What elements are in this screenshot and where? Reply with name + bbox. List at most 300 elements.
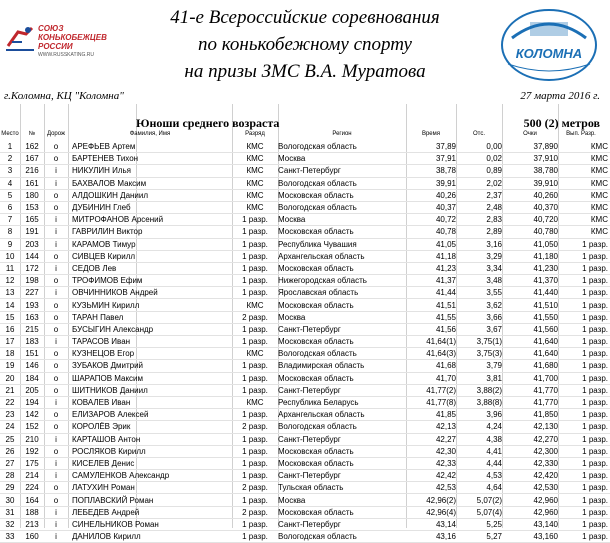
cell-time: 42,30 (406, 445, 456, 457)
cell-region: Московская область (278, 262, 406, 274)
cell-lane: i (44, 165, 68, 177)
cell-rank: 1 разр. (232, 287, 278, 299)
cell-bib-number: 180 (20, 189, 44, 201)
table-row (0, 506, 610, 518)
cell-rank-achieved: КМС (558, 177, 610, 189)
cell-region: Москва (278, 311, 406, 323)
cell-lane: о (44, 141, 68, 153)
column-header: Дорож (46, 131, 66, 137)
cell-athlete-name: ДУБИНИН Глеб (68, 201, 232, 213)
cell-time: 43,16 (406, 531, 456, 543)
table-row (0, 470, 610, 482)
cell-place: 32 (0, 518, 20, 530)
cell-lane: i (44, 214, 68, 226)
results-table (0, 141, 610, 543)
title-line-2: по конькобежному спорту (198, 34, 412, 55)
cell-rank-achieved: 1 разр. (558, 323, 610, 335)
cell-time: 41,51 (406, 299, 456, 311)
cell-lane: i (44, 470, 68, 482)
group-row (0, 116, 604, 130)
cell-gap: 0,02 (456, 153, 502, 165)
table-row (0, 165, 610, 177)
cell-bib-number: 193 (20, 299, 44, 311)
cell-rank: 1 разр. (232, 457, 278, 469)
cell-rank-achieved: КМС (558, 214, 610, 226)
cell-place: 16 (0, 323, 20, 335)
cell-bib-number: 227 (20, 287, 44, 299)
cell-time: 37,89 (406, 141, 456, 153)
table-row (0, 311, 610, 323)
cell-gap: 0,00 (456, 141, 502, 153)
cell-rank-achieved: КМС (558, 153, 610, 165)
cell-athlete-name: КАРАМОВ Тимур (68, 238, 232, 250)
cell-rank: 2 разр. (232, 311, 278, 323)
table-row (0, 396, 610, 408)
cell-lane: о (44, 384, 68, 396)
cell-region: Московская область (278, 189, 406, 201)
cell-bib-number: 163 (20, 311, 44, 323)
cell-points: 42,960 (502, 506, 558, 518)
cell-place: 13 (0, 287, 20, 299)
cell-rank-achieved: 1 разр. (558, 482, 610, 494)
cell-athlete-name: ГАВРИЛИН Виктор (68, 226, 232, 238)
cell-bib-number: 175 (20, 457, 44, 469)
cell-bib-number: 192 (20, 445, 44, 457)
cell-athlete-name: БАХВАЛОВ Максим (68, 177, 232, 189)
cell-rank: 1 разр. (232, 226, 278, 238)
cell-rank-achieved: КМС (558, 165, 610, 177)
cell-athlete-name: ЕЛИЗАРОВ Алексей (68, 409, 232, 421)
cell-place: 31 (0, 506, 20, 518)
cell-place: 6 (0, 201, 20, 213)
cell-rank-achieved: 1 разр. (558, 250, 610, 262)
cell-rank-achieved: 1 разр. (558, 518, 610, 530)
cell-athlete-name: СИВЦЕВ Кирилл (68, 250, 232, 262)
cell-points: 41,440 (502, 287, 558, 299)
cell-region: Московская область (278, 457, 406, 469)
cell-lane: о (44, 494, 68, 506)
kolomna-logo-text: КОЛОМНА (515, 46, 583, 61)
cell-region: Московская область (278, 445, 406, 457)
cell-gap: 3,75(3) (456, 348, 502, 360)
cell-place: 2 (0, 153, 20, 165)
cell-athlete-name: ТРОФИМОВ Ефим (68, 275, 232, 287)
cell-time: 42,96(4) (406, 506, 456, 518)
cell-points: 37,910 (502, 153, 558, 165)
cell-gap: 3,67 (456, 323, 502, 335)
cell-region: Санкт-Петербург (278, 165, 406, 177)
cell-lane: i (44, 518, 68, 530)
cell-lane: i (44, 226, 68, 238)
cell-lane: о (44, 323, 68, 335)
cell-region: Вологодская область (278, 348, 406, 360)
cell-bib-number: 144 (20, 250, 44, 262)
cell-place: 15 (0, 311, 20, 323)
cell-gap: 4,64 (456, 482, 502, 494)
table-row (0, 494, 610, 506)
column-header: Регион (332, 131, 352, 137)
cell-rank-achieved: 1 разр. (558, 238, 610, 250)
cell-bib-number: 188 (20, 506, 44, 518)
cell-lane: о (44, 153, 68, 165)
cell-time: 41,55 (406, 311, 456, 323)
cell-place: 28 (0, 470, 20, 482)
cell-gap: 2,48 (456, 201, 502, 213)
cell-rank-achieved: 1 разр. (558, 470, 610, 482)
cell-region: Нижегородская область (278, 275, 406, 287)
cell-place: 3 (0, 165, 20, 177)
cell-points: 42,330 (502, 457, 558, 469)
cell-rank-achieved: 1 разр. (558, 421, 610, 433)
cell-bib-number: 224 (20, 482, 44, 494)
cell-time: 41,77(2) (406, 384, 456, 396)
cell-rank: 1 разр. (232, 214, 278, 226)
table-row (0, 153, 610, 165)
cell-region: Москва (278, 494, 406, 506)
table-row (0, 323, 610, 335)
cell-points: 42,270 (502, 433, 558, 445)
cell-time: 38,78 (406, 165, 456, 177)
cell-time: 41,05 (406, 238, 456, 250)
table-row (0, 275, 610, 287)
cell-athlete-name: БАРТЕНЕВ Тихон (68, 153, 232, 165)
cell-rank-achieved: 1 разр. (558, 506, 610, 518)
table-row (0, 457, 610, 469)
cell-lane: о (44, 299, 68, 311)
competition-title (120, 4, 490, 85)
cell-rank: КМС (232, 189, 278, 201)
cell-rank: КМС (232, 141, 278, 153)
cell-lane: i (44, 177, 68, 189)
table-row (0, 421, 610, 433)
cell-athlete-name: СИНЕЛЬНИКОВ Роман (68, 518, 232, 530)
cell-place: 5 (0, 189, 20, 201)
cell-gap: 5,07(4) (456, 506, 502, 518)
cell-rank: 2 разр. (232, 506, 278, 518)
table-row (0, 141, 610, 153)
distance: 500 (2) метров (523, 116, 600, 130)
cell-rank-achieved: 1 разр. (558, 445, 610, 457)
table-row (0, 287, 610, 299)
column-header: Время (421, 131, 441, 137)
cell-bib-number: 214 (20, 470, 44, 482)
column-header: Место (1, 131, 19, 137)
cell-lane: о (44, 201, 68, 213)
cell-time: 41,18 (406, 250, 456, 262)
column-header: Отс. (472, 131, 485, 137)
table-row (0, 445, 610, 457)
cell-rank-achieved: 1 разр. (558, 409, 610, 421)
cell-athlete-name: АРЕФЬЕВ Артем (68, 141, 232, 153)
table-row (0, 262, 610, 274)
cell-rank-achieved: 1 разр. (558, 372, 610, 384)
cell-points: 40,370 (502, 201, 558, 213)
cell-rank: 2 разр. (232, 421, 278, 433)
cell-bib-number: 210 (20, 433, 44, 445)
cell-athlete-name: СЕДОВ Лев (68, 262, 232, 274)
cell-rank: 2 разр. (232, 482, 278, 494)
cell-athlete-name: КУЗЬМИН Кирилл (68, 299, 232, 311)
cell-bib-number: 153 (20, 201, 44, 213)
cell-time: 42,27 (406, 433, 456, 445)
cell-rank: 1 разр. (232, 518, 278, 530)
cell-bib-number: 184 (20, 372, 44, 384)
table-row (0, 360, 610, 372)
cell-points: 41,770 (502, 384, 558, 396)
cell-rank: 1 разр. (232, 372, 278, 384)
cell-points: 42,130 (502, 421, 558, 433)
cell-bib-number: 161 (20, 177, 44, 189)
cell-rank-achieved: КМС (558, 189, 610, 201)
cell-athlete-name: ЗУБАКОВ Дмитрий (68, 360, 232, 372)
cell-region: Московская область (278, 336, 406, 348)
cell-place: 21 (0, 384, 20, 396)
venue: г.Коломна, КЦ "Коломна" (4, 90, 124, 102)
cell-region: Вологодская область (278, 421, 406, 433)
cell-place: 8 (0, 226, 20, 238)
cell-bib-number: 183 (20, 336, 44, 348)
cell-place: 12 (0, 275, 20, 287)
cell-athlete-name: КОРОЛЁВ Эрик (68, 421, 232, 433)
cell-rank: 1 разр. (232, 360, 278, 372)
cell-gap: 0,89 (456, 165, 502, 177)
cell-gap: 3,55 (456, 287, 502, 299)
table-row (0, 409, 610, 421)
cell-time: 40,72 (406, 214, 456, 226)
table-row (0, 336, 610, 348)
cell-region: Санкт-Петербург (278, 323, 406, 335)
cell-rank-achieved: КМС (558, 141, 610, 153)
cell-time: 42,96(2) (406, 494, 456, 506)
cell-bib-number: 160 (20, 531, 44, 543)
cell-rank: КМС (232, 201, 278, 213)
column-header: Очки (523, 131, 537, 137)
cell-gap: 4,24 (456, 421, 502, 433)
cell-rank-achieved: 1 разр. (558, 311, 610, 323)
cell-points: 37,890 (502, 141, 558, 153)
cell-rank: 1 разр. (232, 384, 278, 396)
cell-bib-number: 205 (20, 384, 44, 396)
cell-lane: о (44, 348, 68, 360)
cell-bib-number: 167 (20, 153, 44, 165)
cell-rank-achieved: 1 разр. (558, 531, 610, 543)
cell-points: 39,910 (502, 177, 558, 189)
column-headers (0, 130, 604, 140)
cell-rank: КМС (232, 153, 278, 165)
cell-points: 40,260 (502, 189, 558, 201)
table-row (0, 518, 610, 530)
cell-athlete-name: ЛАТУХИН Роман (68, 482, 232, 494)
cell-time: 43,14 (406, 518, 456, 530)
cell-rank: 1 разр. (232, 275, 278, 287)
cell-lane: i (44, 336, 68, 348)
cell-points: 41,770 (502, 396, 558, 408)
cell-gap: 4,53 (456, 470, 502, 482)
cell-athlete-name: КАРТАШОВ Антон (68, 433, 232, 445)
cell-bib-number: 191 (20, 226, 44, 238)
cell-place: 7 (0, 214, 20, 226)
cell-place: 4 (0, 177, 20, 189)
cell-bib-number: 172 (20, 262, 44, 274)
cell-athlete-name: КОВАЛЕВ Иван (68, 396, 232, 408)
cell-region: Архангельская область (278, 409, 406, 421)
cell-place: 1 (0, 141, 20, 153)
cell-place: 25 (0, 433, 20, 445)
cell-rank-achieved: 1 разр. (558, 287, 610, 299)
cell-gap: 3,96 (456, 409, 502, 421)
cell-rank: 1 разр. (232, 250, 278, 262)
cell-region: Владимирская область (278, 360, 406, 372)
cell-gap: 3,79 (456, 360, 502, 372)
cell-gap: 4,38 (456, 433, 502, 445)
union-logo-url: WWW.RUSSKATING.RU (38, 52, 95, 58)
cell-lane: о (44, 360, 68, 372)
cell-athlete-name: БУСЫГИН Александр (68, 323, 232, 335)
cell-points: 41,640 (502, 348, 558, 360)
cell-time: 41,64(1) (406, 336, 456, 348)
cell-rank: 1 разр. (232, 470, 278, 482)
cell-rank: 1 разр. (232, 262, 278, 274)
cell-rank: 1 разр. (232, 531, 278, 543)
title-line-3: на призы ЗМС В.А. Муратова (184, 61, 426, 82)
cell-bib-number: 162 (20, 141, 44, 153)
table-row (0, 226, 610, 238)
cell-gap: 3,62 (456, 299, 502, 311)
cell-time: 37,91 (406, 153, 456, 165)
cell-bib-number: 215 (20, 323, 44, 335)
results-body (0, 141, 610, 543)
cell-bib-number: 198 (20, 275, 44, 287)
cell-points: 41,850 (502, 409, 558, 421)
venue-date-line (0, 90, 604, 104)
cell-region: Ярославская область (278, 287, 406, 299)
cell-lane: i (44, 506, 68, 518)
column-header: Разряд (245, 131, 265, 137)
cell-lane: о (44, 421, 68, 433)
cell-points: 41,050 (502, 238, 558, 250)
cell-rank-achieved: 1 разр. (558, 299, 610, 311)
cell-rank: 1 разр. (232, 409, 278, 421)
cell-place: 9 (0, 238, 20, 250)
cell-points: 41,700 (502, 372, 558, 384)
cell-athlete-name: САМУЛЕНКОВ Александр (68, 470, 232, 482)
cell-gap: 5,07(2) (456, 494, 502, 506)
cell-rank-achieved: 1 разр. (558, 457, 610, 469)
column-header: № (28, 131, 36, 137)
cell-place: 29 (0, 482, 20, 494)
cell-bib-number: 216 (20, 165, 44, 177)
cell-place: 27 (0, 457, 20, 469)
table-row (0, 384, 610, 396)
title-line-1: 41-е Всероссийские соревнования (170, 7, 440, 28)
cell-rank: 1 разр. (232, 433, 278, 445)
cell-athlete-name: ДАНИЛОВ Кирилл (68, 531, 232, 543)
cell-place: 23 (0, 409, 20, 421)
cell-time: 40,37 (406, 201, 456, 213)
cell-bib-number: 194 (20, 396, 44, 408)
cell-region: Московская область (278, 299, 406, 311)
cell-time: 41,37 (406, 275, 456, 287)
cell-bib-number: 151 (20, 348, 44, 360)
cell-athlete-name: АЛДОШКИН Даниил (68, 189, 232, 201)
cell-region: Московская область (278, 226, 406, 238)
cell-rank-achieved: 1 разр. (558, 336, 610, 348)
cell-region: Тульская область (278, 482, 406, 494)
cell-region: Вологодская область (278, 201, 406, 213)
table-row (0, 433, 610, 445)
cell-place: 30 (0, 494, 20, 506)
cell-time: 40,26 (406, 189, 456, 201)
cell-rank: 1 разр. (232, 323, 278, 335)
cell-place: 22 (0, 396, 20, 408)
cell-points: 40,720 (502, 214, 558, 226)
cell-points: 41,370 (502, 275, 558, 287)
cell-lane: i (44, 262, 68, 274)
cell-points: 41,180 (502, 250, 558, 262)
cell-time: 42,13 (406, 421, 456, 433)
cell-lane: i (44, 433, 68, 445)
cell-gap: 3,16 (456, 238, 502, 250)
cell-gap: 3,81 (456, 372, 502, 384)
cell-gap: 2,83 (456, 214, 502, 226)
cell-athlete-name: МИТРОФАНОВ Арсений (68, 214, 232, 226)
cell-gap: 5,25 (456, 518, 502, 530)
union-logo (4, 22, 109, 64)
table-row (0, 177, 610, 189)
cell-lane: о (44, 445, 68, 457)
cell-points: 38,780 (502, 165, 558, 177)
cell-athlete-name: ШАРАПОВ Максим (68, 372, 232, 384)
cell-time: 41,85 (406, 409, 456, 421)
table-row (0, 531, 610, 543)
cell-time: 42,53 (406, 482, 456, 494)
cell-athlete-name: ШИТНИКОВ Даниил (68, 384, 232, 396)
cell-place: 18 (0, 348, 20, 360)
cell-time: 42,33 (406, 457, 456, 469)
cell-place: 24 (0, 421, 20, 433)
cell-time: 41,64(3) (406, 348, 456, 360)
age-group: Юноши среднего возраста (136, 116, 280, 130)
cell-bib-number: 165 (20, 214, 44, 226)
cell-time: 41,23 (406, 262, 456, 274)
cell-place: 17 (0, 336, 20, 348)
cell-points: 42,300 (502, 445, 558, 457)
cell-bib-number: 146 (20, 360, 44, 372)
cell-time: 42,42 (406, 470, 456, 482)
cell-region: Москва (278, 153, 406, 165)
cell-gap: 3,66 (456, 311, 502, 323)
cell-gap: 4,44 (456, 457, 502, 469)
cell-points: 41,560 (502, 323, 558, 335)
cell-rank-achieved: 1 разр. (558, 360, 610, 372)
cell-lane: о (44, 250, 68, 262)
cell-lane: о (44, 275, 68, 287)
cell-bib-number: 152 (20, 421, 44, 433)
cell-rank: 1 разр. (232, 494, 278, 506)
cell-points: 42,960 (502, 494, 558, 506)
table-row (0, 201, 610, 213)
cell-rank-achieved: КМС (558, 226, 610, 238)
cell-time: 41,44 (406, 287, 456, 299)
cell-lane: о (44, 189, 68, 201)
cell-gap: 2,02 (456, 177, 502, 189)
cell-points: 41,550 (502, 311, 558, 323)
cell-bib-number: 164 (20, 494, 44, 506)
cell-region: Санкт-Петербург (278, 518, 406, 530)
table-row (0, 348, 610, 360)
cell-region: Республика Беларусь (278, 396, 406, 408)
cell-place: 10 (0, 250, 20, 262)
